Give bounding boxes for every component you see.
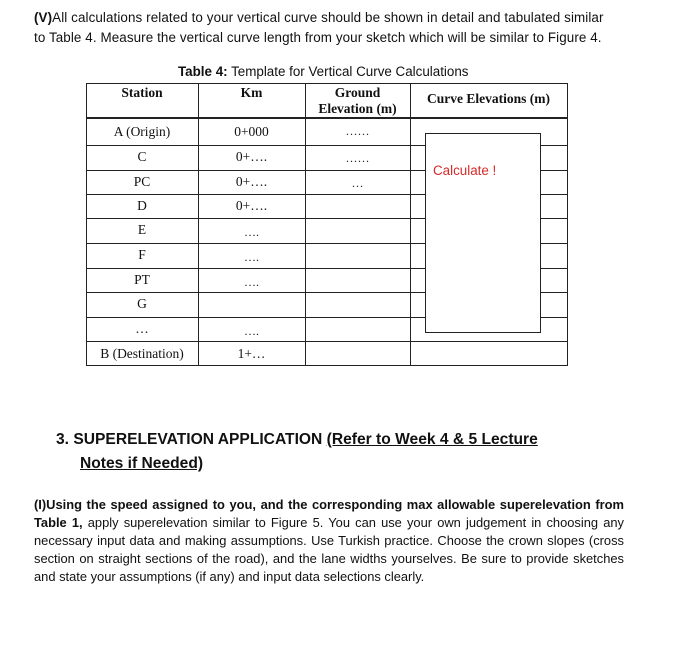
row-station: E: [137, 222, 147, 237]
row-km: 0+….: [235, 174, 268, 189]
row-station: …: [135, 321, 149, 336]
row-km: 0+….: [235, 198, 268, 213]
section-3-heading: [56, 428, 626, 476]
row-km: ….: [244, 275, 259, 289]
row-station: PC: [133, 174, 151, 189]
row-station: C: [137, 149, 147, 164]
row-station: G: [137, 296, 147, 311]
section-reference-line-2: Notes if Needed): [80, 455, 204, 472]
calculate-note: Calculate !: [433, 163, 497, 178]
row-ground: ……: [345, 151, 370, 165]
para-text: apply superelevation similar to Figure 5. You can use your own judgement in choosing any necessary input data and making assumptions. Use Turkish practice. Choose the crown slopes (cross section on straight sections of the road), and the lane widths yourselves. Be sure to provide sketches and state your assumptions (if any) and input data selections clearly.: [34, 515, 625, 584]
para-label: (I): [34, 497, 47, 512]
header-curve-elevations: Curve Elevations (m): [427, 91, 550, 106]
row-station: D: [137, 198, 147, 213]
row-ground: ……: [345, 124, 370, 138]
row-ground: …: [351, 176, 364, 190]
table-caption-label: Table 4:: [178, 64, 228, 79]
row-station: A (Origin): [113, 124, 171, 139]
intro-label: (V): [34, 10, 53, 25]
section-title: SUPERELEVATION APPLICATION: [73, 431, 323, 448]
header-ground-elevation: [305, 85, 410, 117]
header-km: Km: [240, 85, 263, 100]
row-station: F: [138, 247, 146, 262]
row-km: ….: [244, 225, 259, 239]
section-reference-line-1: (Refer to Week 4 & 5 Lecture: [326, 431, 538, 448]
row-km: 0+000: [234, 124, 269, 139]
header-station: Station: [121, 85, 163, 100]
row-km: ….: [244, 324, 259, 338]
table-caption-text: Template for Vertical Curve Calculations: [227, 64, 469, 79]
para-bold-text: Using the speed assigned to you, and the corresponding max allowable superelevation from Table 1,: [34, 497, 624, 530]
intro-line-2: to Table 4. Measure the vertical curve length from your sketch which will be similar to Figure 4.: [34, 30, 602, 45]
row-km: 1+…: [237, 346, 266, 361]
header-ground-line-1: Ground: [334, 85, 381, 100]
row-station: PT: [134, 272, 150, 287]
section-number: 3.: [56, 431, 70, 448]
row-km: ….: [244, 250, 259, 264]
header-ground-line-2: Elevation (m): [318, 101, 397, 116]
row-km: 0+….: [235, 149, 268, 164]
row-station: B (Destination): [100, 346, 184, 361]
instructions-paragraph: [34, 496, 624, 586]
intro-line-1: All calculations related to your vertical curve should be shown in detail and tabulated similar: [52, 10, 604, 25]
